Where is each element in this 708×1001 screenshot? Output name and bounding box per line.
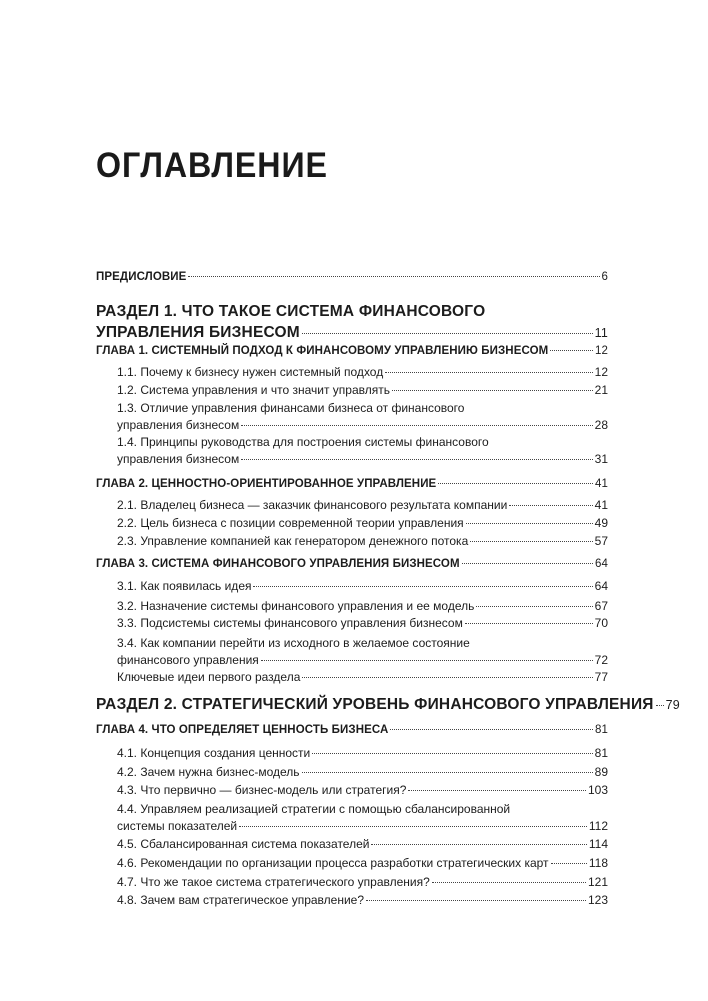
toc-entry-text-line: 1.3. Отличие управления финансами бизнеса от финансового	[117, 401, 465, 415]
toc-page-number: 41	[594, 498, 608, 512]
toc-entry-title: ПРЕДИСЛОВИЕ	[96, 271, 187, 283]
dot-leader	[392, 390, 593, 391]
toc-item[interactable]	[117, 892, 608, 909]
toc-item[interactable]	[117, 764, 608, 781]
toc-entry-title: 2.2. Цель бизнеса с позиции современной теории управления	[117, 516, 464, 530]
toc-chapter[interactable]	[96, 558, 608, 570]
dot-leader	[551, 863, 587, 864]
toc-item[interactable]	[117, 836, 608, 853]
toc-entry-title: 2.3. Управление компанией как генератором денежного потока	[117, 534, 469, 548]
toc-entry-title: 4.7. Что же такое система стратегического управления?	[117, 875, 430, 889]
toc-entry-text-line: 1.4. Принципы руководства для построения системы финансового	[117, 435, 489, 449]
toc-entry-text-line: 4.4. Управляем реализацией стратегии с помощью сбалансированной	[117, 802, 511, 816]
dot-leader	[241, 459, 592, 460]
toc-page-number: 114	[588, 837, 608, 851]
toc-entry-title: финансового управления	[117, 653, 259, 667]
toc-entry-title: 4.8. Зачем вам стратегическое управление?	[117, 893, 365, 907]
toc-item[interactable]	[117, 382, 608, 399]
toc-page-number: 81	[595, 724, 608, 736]
toc-item[interactable]	[117, 745, 608, 762]
toc-chapter[interactable]	[96, 271, 608, 283]
toc-item[interactable]	[117, 669, 608, 686]
toc-entry-title: РАЗДЕЛ 2. СТРАТЕГИЧЕСКИЙ УРОВЕНЬ ФИНАНСОВОГО УПРАВЛЕНИЯ	[96, 696, 654, 713]
toc-entry-text-line: 3.4. Как компании перейти из исходного в желаемое состояние	[117, 636, 470, 650]
toc-page-number: 57	[594, 534, 608, 548]
dot-leader	[385, 372, 592, 373]
toc-entry-title: 1.1. Почему к бизнесу нужен системный подход	[117, 365, 384, 379]
toc-page-number: 11	[594, 326, 608, 340]
toc-entry-title: ГЛАВА 1. СИСТЕМНЫЙ ПОДХОД К ФИНАНСОВОМУ УПРАВЛЕНИЮ БИЗНЕСОМ	[96, 345, 549, 357]
dot-leader	[302, 772, 593, 773]
toc-item[interactable]	[117, 635, 608, 669]
toc-entry-title: ГЛАВА 4. ЧТО ОПРЕДЕЛЯЕТ ЦЕННОСТЬ БИЗНЕСА	[96, 724, 389, 736]
dot-leader	[371, 844, 586, 845]
toc-entry-title: 2.1. Владелец бизнеса — заказчик финансового результата компании	[117, 498, 508, 512]
dot-leader	[462, 563, 593, 564]
dot-leader	[509, 505, 592, 506]
toc-entry-title: 4.5. Сбалансированная система показателей	[117, 837, 370, 851]
toc-entry-title: 4.6. Рекомендации по организации процесса разработки стратегических карт	[117, 856, 549, 870]
toc-page-number: 72	[594, 653, 608, 667]
toc-entry-title: 4.2. Зачем нужна бизнес-модель	[117, 765, 300, 779]
toc-page-number: 41	[595, 478, 608, 490]
toc-page-number: 12	[595, 345, 608, 357]
toc-entry-title: управления бизнесом	[117, 418, 240, 432]
toc-entry-title: 3.3. Подсистемы системы финансового управления бизнесом	[117, 616, 463, 630]
toc-entry-title: управления бизнесом	[117, 452, 240, 466]
dot-leader	[465, 623, 593, 624]
toc-page-number: 121	[587, 875, 608, 889]
toc-item[interactable]	[117, 515, 608, 532]
toc-page-number: 21	[594, 383, 608, 397]
toc-item[interactable]	[117, 533, 608, 550]
dot-leader	[188, 276, 599, 277]
toc-page-number: 77	[594, 670, 608, 684]
toc-page-number: 64	[594, 579, 608, 593]
toc-page-number: 89	[594, 765, 608, 779]
toc-page-number: 79	[665, 698, 680, 712]
dot-leader	[656, 705, 664, 706]
toc-item[interactable]	[117, 364, 608, 381]
toc-page-number: 70	[594, 616, 608, 630]
toc-item[interactable]	[117, 598, 608, 615]
toc-entry-text-line: РАЗДЕЛ 1. ЧТО ТАКОЕ СИСТЕМА ФИНАНСОВОГО	[96, 303, 486, 320]
dot-leader	[550, 350, 593, 351]
dot-leader	[312, 753, 592, 754]
toc-page-number: 112	[588, 819, 608, 833]
dot-leader	[476, 606, 592, 607]
toc-section[interactable]	[96, 301, 608, 344]
dot-leader	[366, 900, 586, 901]
toc-page-number: 12	[594, 365, 608, 379]
toc-page-number: 6	[601, 271, 608, 283]
toc-entry-title: 4.1. Концепция создания ценности	[117, 746, 311, 760]
toc-entry-title: УПРАВЛЕНИЯ БИЗНЕСОМ	[96, 324, 300, 341]
toc-section[interactable]	[96, 694, 680, 716]
toc-entry-title: ГЛАВА 2. ЦЕННОСТНО-ОРИЕНТИРОВАННОЕ УПРАВЛЕНИЕ	[96, 478, 437, 490]
toc-page-number: 49	[594, 516, 608, 530]
toc-entry-title: 4.3. Что первично — бизнес-модель или стратегия?	[117, 783, 407, 797]
toc-entry-title: Ключевые идеи первого раздела	[117, 670, 301, 684]
toc-page-number: 31	[594, 452, 608, 466]
toc-chapter[interactable]	[96, 345, 608, 357]
dot-leader	[408, 790, 586, 791]
dot-leader	[432, 882, 586, 883]
toc-entry-title: системы показателей	[117, 819, 238, 833]
toc-item[interactable]	[117, 782, 608, 799]
toc-item[interactable]	[117, 434, 608, 468]
dot-leader	[302, 677, 592, 678]
dot-leader	[241, 425, 592, 426]
toc-entry-title: ГЛАВА 3. СИСТЕМА ФИНАНСОВОГО УПРАВЛЕНИЯ БИЗНЕСОМ	[96, 558, 460, 570]
toc-page-number: 81	[594, 746, 608, 760]
dot-leader	[470, 541, 592, 542]
toc-page-number: 118	[588, 856, 608, 870]
toc-entry-title: 3.2. Назначение системы финансового управления и ее модель	[117, 599, 475, 613]
toc-chapter[interactable]	[96, 478, 608, 490]
dot-leader	[239, 826, 587, 827]
toc-entry-title: 3.1. Как появилась идея	[117, 579, 252, 593]
toc-item[interactable]	[117, 497, 608, 514]
toc-page-number: 103	[587, 783, 608, 797]
page-title: ОГЛАВЛЕНИЕ	[96, 146, 328, 185]
dot-leader	[438, 483, 593, 484]
toc-item[interactable]	[117, 801, 608, 835]
toc-item[interactable]	[117, 874, 608, 891]
dot-leader	[302, 333, 593, 334]
toc-item[interactable]	[117, 578, 608, 595]
dot-leader	[390, 729, 593, 730]
toc-page-number: 28	[594, 418, 608, 432]
toc-item[interactable]	[117, 615, 608, 632]
toc-entry-title: 1.2. Система управления и что значит управлять	[117, 383, 390, 397]
toc-item[interactable]	[117, 400, 608, 434]
toc-page-number: 67	[594, 599, 608, 613]
dot-leader	[253, 586, 592, 587]
dot-leader	[466, 523, 593, 524]
dot-leader	[261, 660, 593, 661]
toc-page-number: 123	[587, 893, 608, 907]
toc-page-number: 64	[595, 558, 608, 570]
toc-chapter[interactable]	[96, 724, 608, 736]
toc-item[interactable]	[117, 855, 608, 872]
